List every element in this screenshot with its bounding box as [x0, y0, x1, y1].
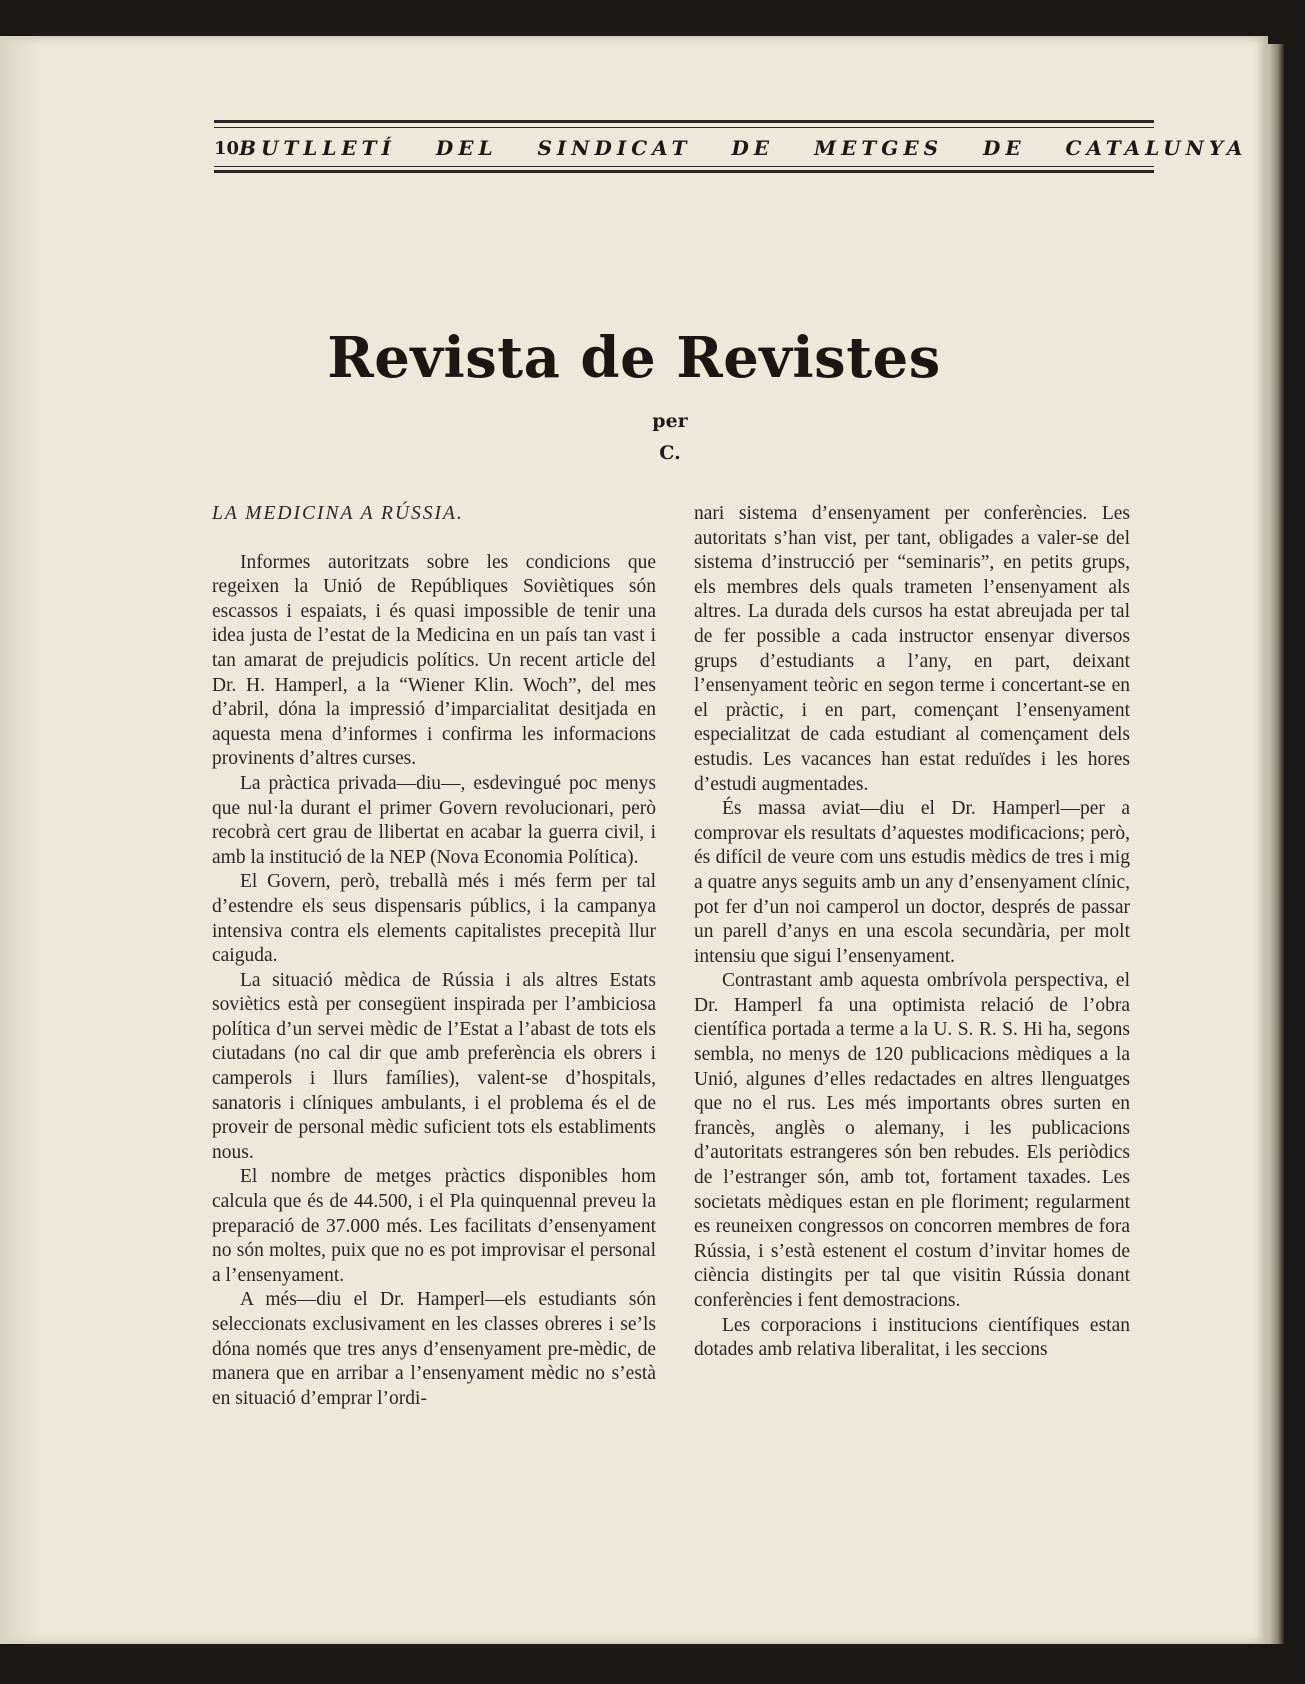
left-column	[212, 502, 656, 1411]
header-rule-bottom-thick	[214, 170, 1154, 173]
journal-title: BUTLLETÍ DEL SINDICAT DE METGES DE CATALUNYA	[239, 136, 1248, 160]
page-number: 10	[214, 137, 240, 159]
running-header	[214, 120, 1248, 182]
header-rule-top-thin	[214, 127, 1154, 128]
header-rule-bottom-thin	[214, 166, 1154, 167]
paragraph: El nombre de metges pràctics disponibles hom calcula que és de 44.500, i el Pla quinquennal preveu la preparació de 37.000 més. Les facilitats d’ensenyament no són moltes, puix que no es pot improvisar el personal a l’ensenyament.	[212, 1166, 656, 1286]
paragraph: Les corporacions i institucions científiques estan dotades amb relativa liberalitat, i les seccions	[694, 1314, 1130, 1361]
right-column	[694, 502, 1130, 1363]
paragraph: És massa aviat—diu el Dr. Hamperl—per a comprovar els resultats d’aquestes modificacions; però, és difícil de veure com uns estudis mèdics de tres i mig a quatre anys seguits amb un any d’ensenyament clínic, pot fer d’un noi camperol un doctor, després de passar un parell d’anys en una escola secundària, per molt intensiu que sigui l’ensenyament.	[694, 798, 1130, 967]
byline-per: per	[652, 410, 688, 432]
paragraph: Informes autoritzats sobre les condicions que regeixen la Unió de Repúbliques Soviètiques són escassos i espaiats, i és quasi impossible de tenir una idea justa de l’estat de la Medicina en un país tan vast i tan amarat de prejudicis polítics. Un recent article del Dr. H. Hamperl, a la “Wiener Klin. Woch”, del mes d’abril, dóna la impressió d’imparcialitat desitjada en aquesta mena d’informes i confirma les informacions provinents d’altres curses.	[212, 551, 656, 770]
paragraph: La situació mèdica de Rússia i als altres Estats soviètics està per consegüent inspirada per l’ambiciosa política d’un servei mèdic de l’Estat a l’abast de tots els ciutadans (no cal dir que amb preferència els obrers i camperols i llurs famílies), valent-se d’hospitals, sanatoris i clíniques ambulants, i el problema és el de proveir de personal mèdic suficient tots els establiments nous.	[212, 969, 656, 1163]
paragraph-continued: nari sistema d’ensenyament per conferències. Les autoritats s’han vist, per tant, obligades a valer-se del sistema d’instrucció per “seminaris”, en petits grups, els membres dels quals trameten l’ensenyament als altres. La durada dels cursos ha estat abreujada per tal de fer possible a cada instructor ensenyar diversos grups d’estudiants a l’any, en part, deixant l’ensenyament teòric en segon terme i concertant-se en el pràctic, i en part, començant l’ensenyament especialitzat de cada estudiant al començament dels estudis. Les vacances han estat reduïdes i les hores d’estudi augmentades.	[694, 503, 1130, 795]
header-rule-top-thick	[214, 120, 1154, 123]
paragraph: Contrastant amb aquesta ombrívola perspectiva, el Dr. Hamperl fa una optimista relació de l’obra científica portada a terme a la U. S. R. S. Hi ha, segons sembla, no menys de 120 publicacions mèdiques a la Unió, algunes d’elles redactades en altres llenguatges que no el rus. Les més importants obres surten en francès, anglès o alemany, i les publicacions d’autoritats estrangeres són ben rebudes. Els periòdics de l’estranger són, amb tot, fortament taxades. Les societats mèdiques estan en ple floriment; regularment es reuneixen congressos on concorren membres de fora Rússia, i s’està estenent el costum d’invitar homes de ciència distingits per tal que visitin Rússia donant conferències i fent demostracions.	[694, 970, 1130, 1311]
article-title: Revista de Revistes	[327, 325, 941, 391]
paragraph: A més—diu el Dr. Hamperl—els estudiants són seleccionats exclusivament en les classes obreres i se’ls dóna només que tres anys d’ensenyament pre-mèdic, de manera que en arribar a l’ensenyament mèdic no s’està en situació d’emprar l’ordi-	[212, 1289, 656, 1409]
byline-author: C.	[659, 442, 681, 464]
header-row	[214, 134, 1248, 162]
paragraph: El Govern, però, treballà més i més ferm per tal d’estendre els seus dispensaris públics, i la campanya intensiva contra els elements capitalistes precepità llur caiguda.	[212, 871, 656, 967]
page-gutter-shadow	[0, 36, 40, 1644]
page-edge	[1268, 44, 1284, 1644]
paragraph: La pràctica privada—diu—, esdevingué poc menys que nul·la durant el primer Govern revolucionari, però recobrà cert grau de llibertat en acabar la guerra civil, i amb la institució de la NEP (Nova Economia Política).	[212, 772, 656, 868]
section-heading: LA MEDICINA A RÚSSIA.	[212, 503, 464, 524]
